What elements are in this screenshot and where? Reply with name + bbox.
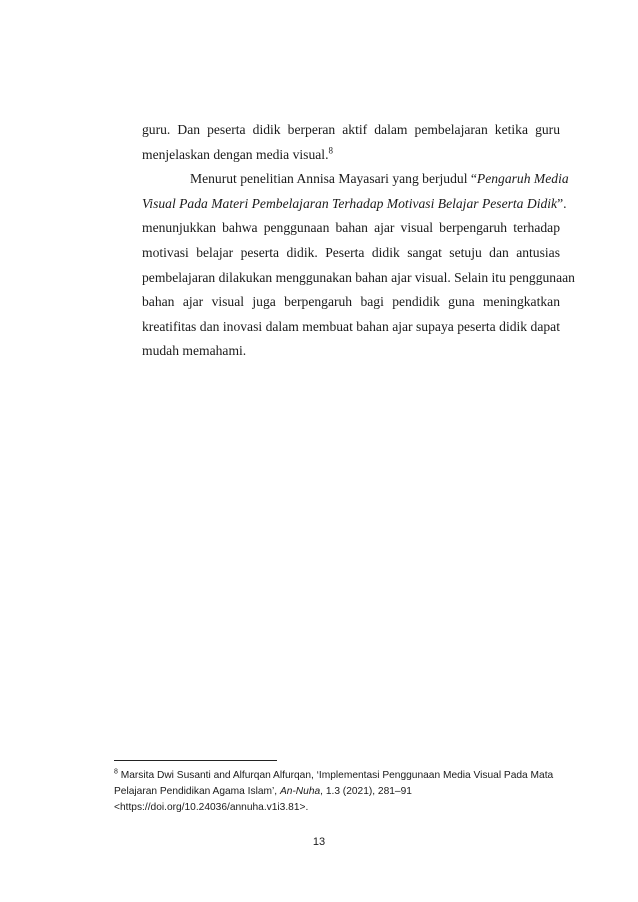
body-line: bahan ajar visual juga berpengaruh bagi pendidik guna meningkatkan	[142, 294, 560, 310]
footnote-doi-link[interactable]: <https://doi.org/10.24036/annuha.v1i3.81>.	[114, 802, 309, 813]
footnote-number: 8	[114, 768, 118, 776]
footnote-reference[interactable]: 8	[328, 145, 333, 156]
body-line: pembelajaran dilakukan menggunakan bahan ajar visual. Selain itu penggunaan	[142, 269, 575, 285]
footnote-text: Marsita Dwi Susanti and Alfurqan Alfurqan, ‘Implementasi Penggunaan Media Visual Pada Mata	[117, 770, 554, 781]
footnote-text: , 1.3 (2021), 281–91	[320, 786, 412, 797]
footnote-text: Pelajaran Pendidikan Agama Islam’,	[114, 786, 280, 797]
body-line	[142, 192, 567, 217]
body-paragraphs	[142, 118, 575, 364]
body-line: menunjukkan bahwa penggunaan bahan ajar visual berpengaruh terhadap	[142, 220, 560, 236]
body-line-text: menjelaskan dengan media visual.	[142, 146, 329, 162]
body-line: kreatifitas dan inovasi dalam membuat bahan ajar supaya peserta didik dapat	[142, 318, 560, 334]
body-line	[142, 167, 569, 192]
study-title-italic: Visual Pada Materi Pembelajaran Terhadap Motivasi Belajar Peserta Didik	[142, 195, 558, 211]
footnote	[114, 768, 554, 816]
body-line: guru. Dan peserta didik berperan aktif dalam pembelajaran ketika guru	[142, 122, 560, 137]
body-line-text: Menurut penelitian Annisa Mayasari yang berjudul “	[190, 171, 477, 187]
footnote-separator	[114, 760, 277, 761]
page-number: 13	[312, 836, 326, 848]
footnote-line	[114, 784, 554, 800]
body-line: motivasi belajar peserta didik. Peserta didik sangat setuju dan antusias	[142, 244, 560, 260]
footnote-line	[114, 768, 554, 784]
body-line-text: ”.	[557, 195, 567, 211]
body-line: mudah memahami.	[142, 343, 247, 359]
body-line	[142, 143, 560, 168]
journal-name: An-Nuha	[279, 786, 321, 797]
study-title-italic: Pengaruh Media	[476, 171, 569, 187]
